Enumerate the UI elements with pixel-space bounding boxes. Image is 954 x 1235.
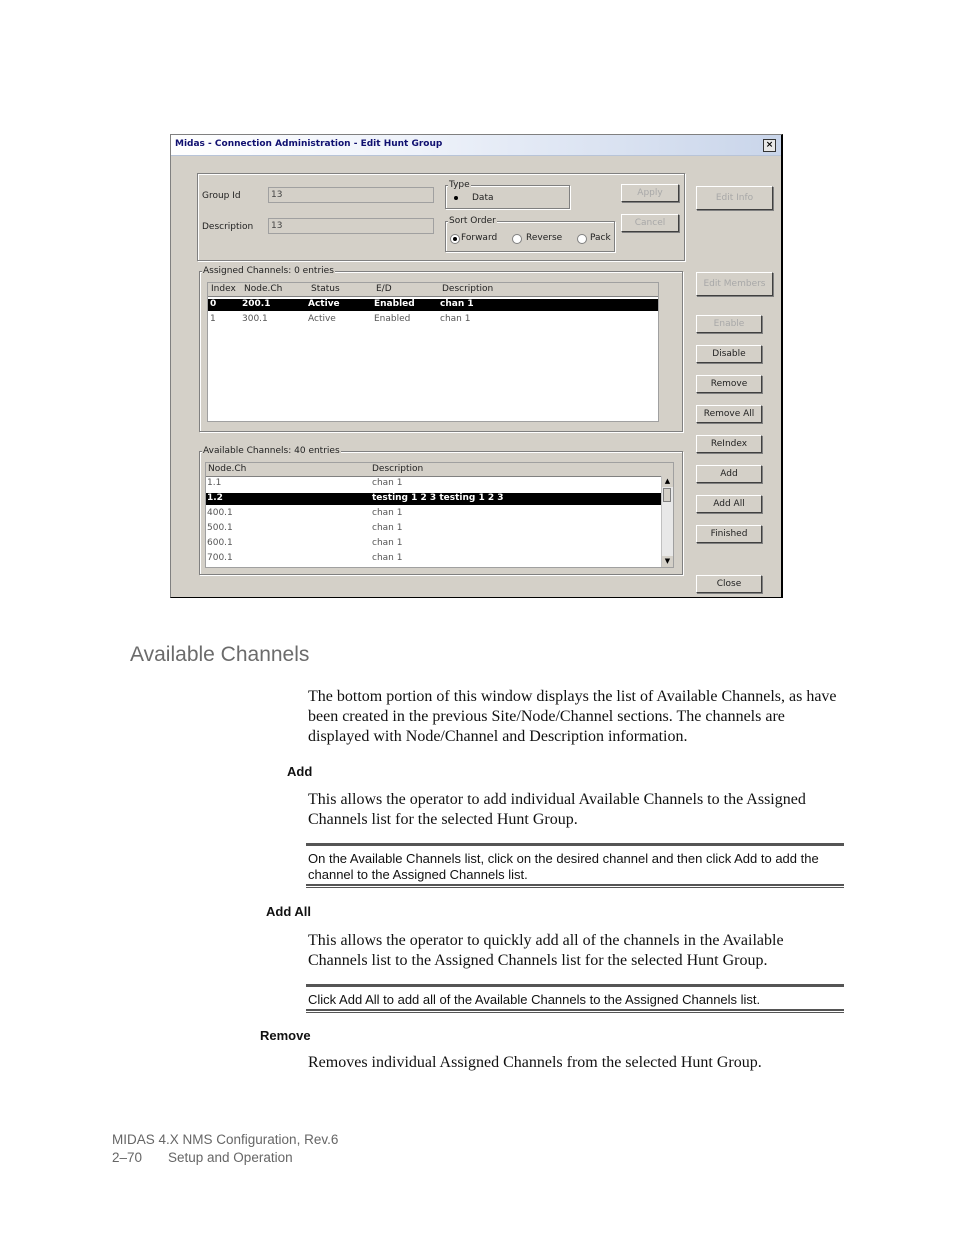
scroll-down-icon[interactable]: ▼ bbox=[662, 556, 673, 567]
dialog-title: Midas - Connection Administration - Edit Hunt Group bbox=[175, 139, 443, 149]
sort-pack-label: Pack bbox=[590, 233, 611, 243]
cell-description: chan 1 bbox=[372, 478, 403, 488]
available-list-header bbox=[206, 463, 673, 477]
footer-page-number: 2–70 bbox=[112, 1150, 143, 1165]
available-channels-frame bbox=[199, 446, 683, 575]
add-all-heading: Add All bbox=[266, 904, 312, 919]
sort-order-group bbox=[445, 216, 615, 252]
footer-doc-title: MIDAS 4.X NMS Configuration, Rev.6 bbox=[112, 1132, 339, 1147]
add-all-body: This allows the operator to quickly add all of the channels in the Available Channels list to the Assigned Channels list for the selected Hunt Group. bbox=[308, 932, 784, 969]
cell-status: Active bbox=[308, 299, 340, 309]
disable-button[interactable]: Disable bbox=[696, 345, 762, 363]
add-button[interactable]: Add bbox=[696, 465, 762, 483]
add-all-button[interactable]: Add All bbox=[696, 495, 762, 513]
intro-paragraph: The bottom portion of this window displays the list of Available Channels, as have been created in the previous Site/Node/Channel sections. The channels are displayed with Node/Channel and Description information. bbox=[308, 688, 837, 745]
edit-info-button[interactable]: Edit Info bbox=[696, 186, 773, 210]
available-channels-list[interactable] bbox=[205, 462, 674, 568]
available-row[interactable] bbox=[206, 493, 661, 505]
description-field[interactable]: 13 bbox=[268, 218, 434, 234]
cell-node-ch: 300.1 bbox=[242, 314, 268, 324]
sort-forward-radio[interactable] bbox=[450, 234, 460, 244]
note-rule-top bbox=[306, 984, 844, 987]
cancel-button[interactable]: Cancel bbox=[621, 214, 679, 232]
cell-node-ch: 700.1 bbox=[207, 553, 233, 563]
type-data-radio[interactable] bbox=[452, 194, 457, 199]
note-rule-top bbox=[306, 843, 844, 846]
assigned-row[interactable] bbox=[208, 314, 658, 326]
edit-hunt-group-dialog bbox=[170, 134, 783, 598]
available-channels-label: Available Channels: 40 entries bbox=[203, 446, 340, 456]
available-row[interactable] bbox=[206, 553, 661, 565]
cell-node-ch: 200.1 bbox=[242, 299, 271, 309]
available-list-scrollbar[interactable] bbox=[661, 476, 673, 567]
cell-description: chan 1 bbox=[372, 508, 403, 518]
assigned-list-header bbox=[208, 283, 658, 297]
footer-line bbox=[112, 1150, 293, 1165]
remove-body: Removes individual Assigned Channels from the selected Hunt Group. bbox=[308, 1054, 762, 1071]
reindex-button[interactable]: ReIndex bbox=[696, 435, 762, 453]
description-label: Description bbox=[202, 222, 254, 232]
scroll-up-icon[interactable]: ▲ bbox=[662, 476, 673, 487]
type-data-label: Data bbox=[472, 193, 494, 203]
remove-button[interactable]: Remove bbox=[696, 375, 762, 393]
assigned-channels-frame bbox=[199, 266, 683, 432]
cell-node-ch: 1.1 bbox=[207, 478, 222, 488]
add-heading: Add bbox=[287, 764, 313, 779]
cell-node-ch: 500.1 bbox=[207, 523, 233, 533]
col-node-ch[interactable]: Node.Ch bbox=[244, 284, 283, 294]
finished-button[interactable]: Finished bbox=[696, 525, 762, 543]
cell-description: testing 1 2 3 testing 1 2 3 bbox=[372, 493, 504, 503]
group-id-field[interactable]: 13 bbox=[268, 187, 434, 203]
assigned-row[interactable] bbox=[208, 299, 658, 311]
cell-description: chan 1 bbox=[372, 553, 403, 563]
cell-node-ch: 1.2 bbox=[207, 493, 223, 503]
sort-reverse-label: Reverse bbox=[526, 233, 563, 243]
cell-node-ch: 400.1 bbox=[207, 508, 233, 518]
add-body: This allows the operator to add individual Available Channels to the Assigned Channels list for the selected Hunt Group. bbox=[308, 791, 806, 828]
cell-description: chan 1 bbox=[372, 523, 403, 533]
cell-description: chan 1 bbox=[440, 314, 471, 324]
col-index[interactable]: Index bbox=[211, 284, 236, 294]
note-rule-bottom bbox=[306, 1009, 844, 1013]
close-icon[interactable]: × bbox=[763, 139, 776, 152]
cell-index: 1 bbox=[210, 314, 216, 324]
assigned-channels-list[interactable] bbox=[207, 282, 659, 422]
enable-button[interactable]: Enable bbox=[696, 315, 762, 333]
available-row[interactable] bbox=[206, 523, 661, 535]
cell-index: 0 bbox=[210, 299, 217, 309]
cell-ed: Enabled bbox=[374, 299, 415, 309]
remove-heading: Remove bbox=[260, 1028, 311, 1043]
cell-description: chan 1 bbox=[440, 299, 474, 309]
cell-node-ch: 600.1 bbox=[207, 538, 233, 548]
group-info-frame bbox=[197, 173, 685, 261]
available-row[interactable] bbox=[206, 508, 661, 520]
type-group-label: Type bbox=[449, 180, 470, 190]
add-note: On the Available Channels list, click on the desired channel and then click Add to add the channel to the Assigned Channels list. bbox=[308, 851, 819, 882]
footer-section: Setup and Operation bbox=[168, 1150, 293, 1165]
sort-pack-radio[interactable] bbox=[577, 234, 587, 244]
col-description[interactable]: Description bbox=[372, 464, 424, 474]
col-ed[interactable]: E/D bbox=[376, 284, 392, 294]
edit-members-button[interactable]: Edit Members bbox=[696, 272, 773, 296]
cell-description: chan 1 bbox=[372, 538, 403, 548]
remove-all-button[interactable]: Remove All bbox=[696, 405, 762, 423]
apply-button[interactable]: Apply bbox=[621, 184, 679, 202]
group-id-label: Group Id bbox=[202, 191, 241, 201]
col-description[interactable]: Description bbox=[442, 284, 494, 294]
sort-forward-label: Forward bbox=[461, 233, 498, 243]
cell-ed: Enabled bbox=[374, 314, 411, 324]
available-row[interactable] bbox=[206, 538, 661, 550]
cell-status: Active bbox=[308, 314, 336, 324]
scroll-thumb[interactable] bbox=[663, 488, 671, 502]
col-node-ch[interactable]: Node.Ch bbox=[208, 464, 247, 474]
dialog-title-bar[interactable] bbox=[171, 135, 781, 156]
close-button[interactable]: Close bbox=[696, 575, 762, 593]
sort-reverse-radio[interactable] bbox=[512, 234, 522, 244]
add-all-note: Click Add All to add all of the Available Channels to the Assigned Channels list. bbox=[308, 992, 761, 1007]
sort-order-label: Sort Order bbox=[449, 216, 496, 226]
type-group bbox=[445, 180, 570, 209]
section-title: Available Channels bbox=[130, 643, 310, 666]
col-status[interactable]: Status bbox=[311, 284, 340, 294]
note-rule-bottom bbox=[306, 884, 844, 888]
available-row[interactable] bbox=[206, 478, 661, 490]
assigned-channels-label: Assigned Channels: 0 entries bbox=[203, 266, 334, 276]
